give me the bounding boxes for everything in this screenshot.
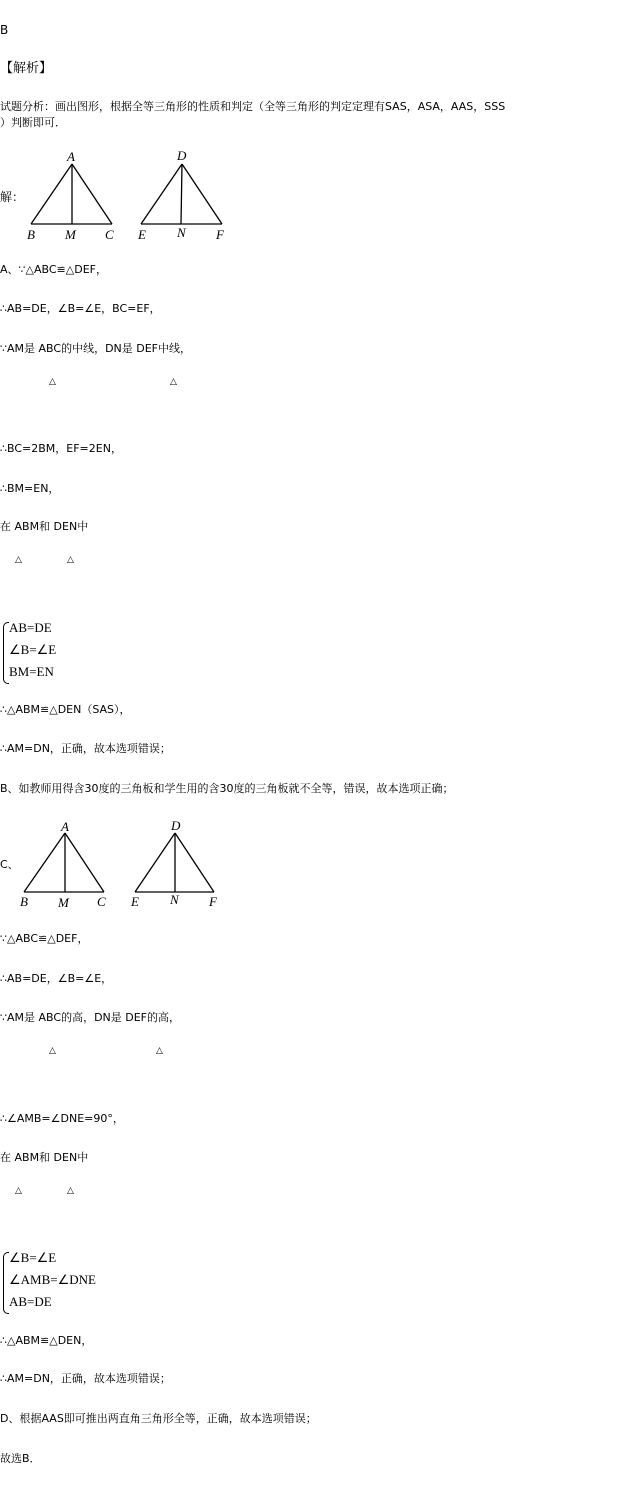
triangle-figure-2 (0, 815, 240, 910)
optC-sys-3: AB=DE (9, 1294, 52, 1309)
conclusion: 故选B． (0, 1452, 41, 1465)
triangle-symbol: △ (170, 377, 177, 387)
optA-line-2: ∴AB=DE，∠B=∠E，BC=EF， (0, 302, 161, 315)
triangle-figure-1 (0, 150, 240, 245)
vertex-label-C: C (105, 227, 114, 242)
vertex-label-B: B (27, 227, 35, 242)
triangle-symbol: △ (15, 1186, 22, 1196)
vertex-label-B: B (20, 894, 28, 909)
triangle-symbol: △ (156, 1046, 163, 1056)
triangle-symbol: △ (67, 555, 74, 565)
optB-line: B、如教师用得含30度的三角板和学生用的含30度的三角板就不全等，错误，故本选项正确； (0, 782, 454, 795)
vertex-label-D: D (177, 148, 187, 163)
optA-line-4: ∴BC=2BM，EF=2EN， (0, 442, 122, 455)
vertex-label-N: N (177, 225, 186, 240)
optC-line-3: ∵AM是 ABC的高，DN是 DEF的高， (0, 1011, 181, 1024)
optC-line-7: ∴AM=DN，正确，故本选项错误； (0, 1372, 171, 1385)
optD-line: D、根据AAS即可推出两直角三角形全等，正确，故本选项错误； (0, 1412, 317, 1425)
optC-sys-1: ∠B=∠E (9, 1250, 57, 1265)
triangle-symbol: △ (49, 377, 56, 387)
optA-sys-1: AB=DE (9, 620, 52, 635)
analysis-line-1: 试题分析：画出图形，根据全等三角形的性质和判定（全等三角形的判定定理有SAS，ASA，AAS，SSS (0, 100, 506, 113)
optC-line-4: ∴∠AMB=∠DNE=90°， (0, 1112, 124, 1125)
optA-line-1: A、∵△ABC≌△DEF， (0, 263, 107, 276)
optC-line-5: 在 ABM和 DEN中 (0, 1151, 89, 1164)
triangle-symbol: △ (49, 1046, 56, 1056)
optA-line-3: ∵AM是 ABC的中线，DN是 DEF中线， (0, 342, 192, 355)
optA-sys-3: BM=EN (9, 664, 54, 679)
optC-line-6: ∴△ABM≌△DEN， (0, 1334, 93, 1347)
analysis-line-2: ）判断即可． (0, 116, 66, 129)
vertex-label-E: E (138, 227, 146, 242)
vertex-label-N: N (170, 892, 179, 907)
vertex-label-D: D (171, 818, 181, 833)
optA-line-8: ∴AM=DN，正确，故本选项错误； (0, 742, 171, 755)
answer-text: B (0, 23, 9, 37)
vertex-label-A: A (61, 819, 69, 834)
vertex-label-C: C (97, 894, 106, 909)
vertex-label-A: A (67, 149, 75, 164)
triangle-symbol: △ (67, 1186, 74, 1196)
optC-line-2: ∴AB=DE，∠B=∠E， (0, 972, 113, 985)
optC-sys-2: ∠AMB=∠DNE (9, 1272, 96, 1287)
optA-line-7: ∴△ABM≌△DEN（SAS）， (0, 703, 131, 716)
solution-label: 解： (0, 190, 25, 204)
vertex-label-M: M (58, 895, 69, 910)
optA-line-5: ∴BM=EN， (0, 482, 60, 495)
vertex-label-M: M (65, 227, 76, 242)
vertex-label-E: E (131, 894, 139, 909)
optA-sys-2: ∠B=∠E (9, 642, 57, 657)
triangle-symbol: △ (15, 555, 22, 565)
analysis-header: 【解析】 (0, 61, 53, 76)
vertex-label-F: F (209, 894, 217, 909)
optC-label: C、 (0, 858, 19, 871)
optA-line-6: 在 ABM和 DEN中 (0, 520, 89, 533)
optC-line-1: ∵△ABC≌△DEF， (0, 932, 89, 945)
vertex-label-F: F (216, 227, 224, 242)
